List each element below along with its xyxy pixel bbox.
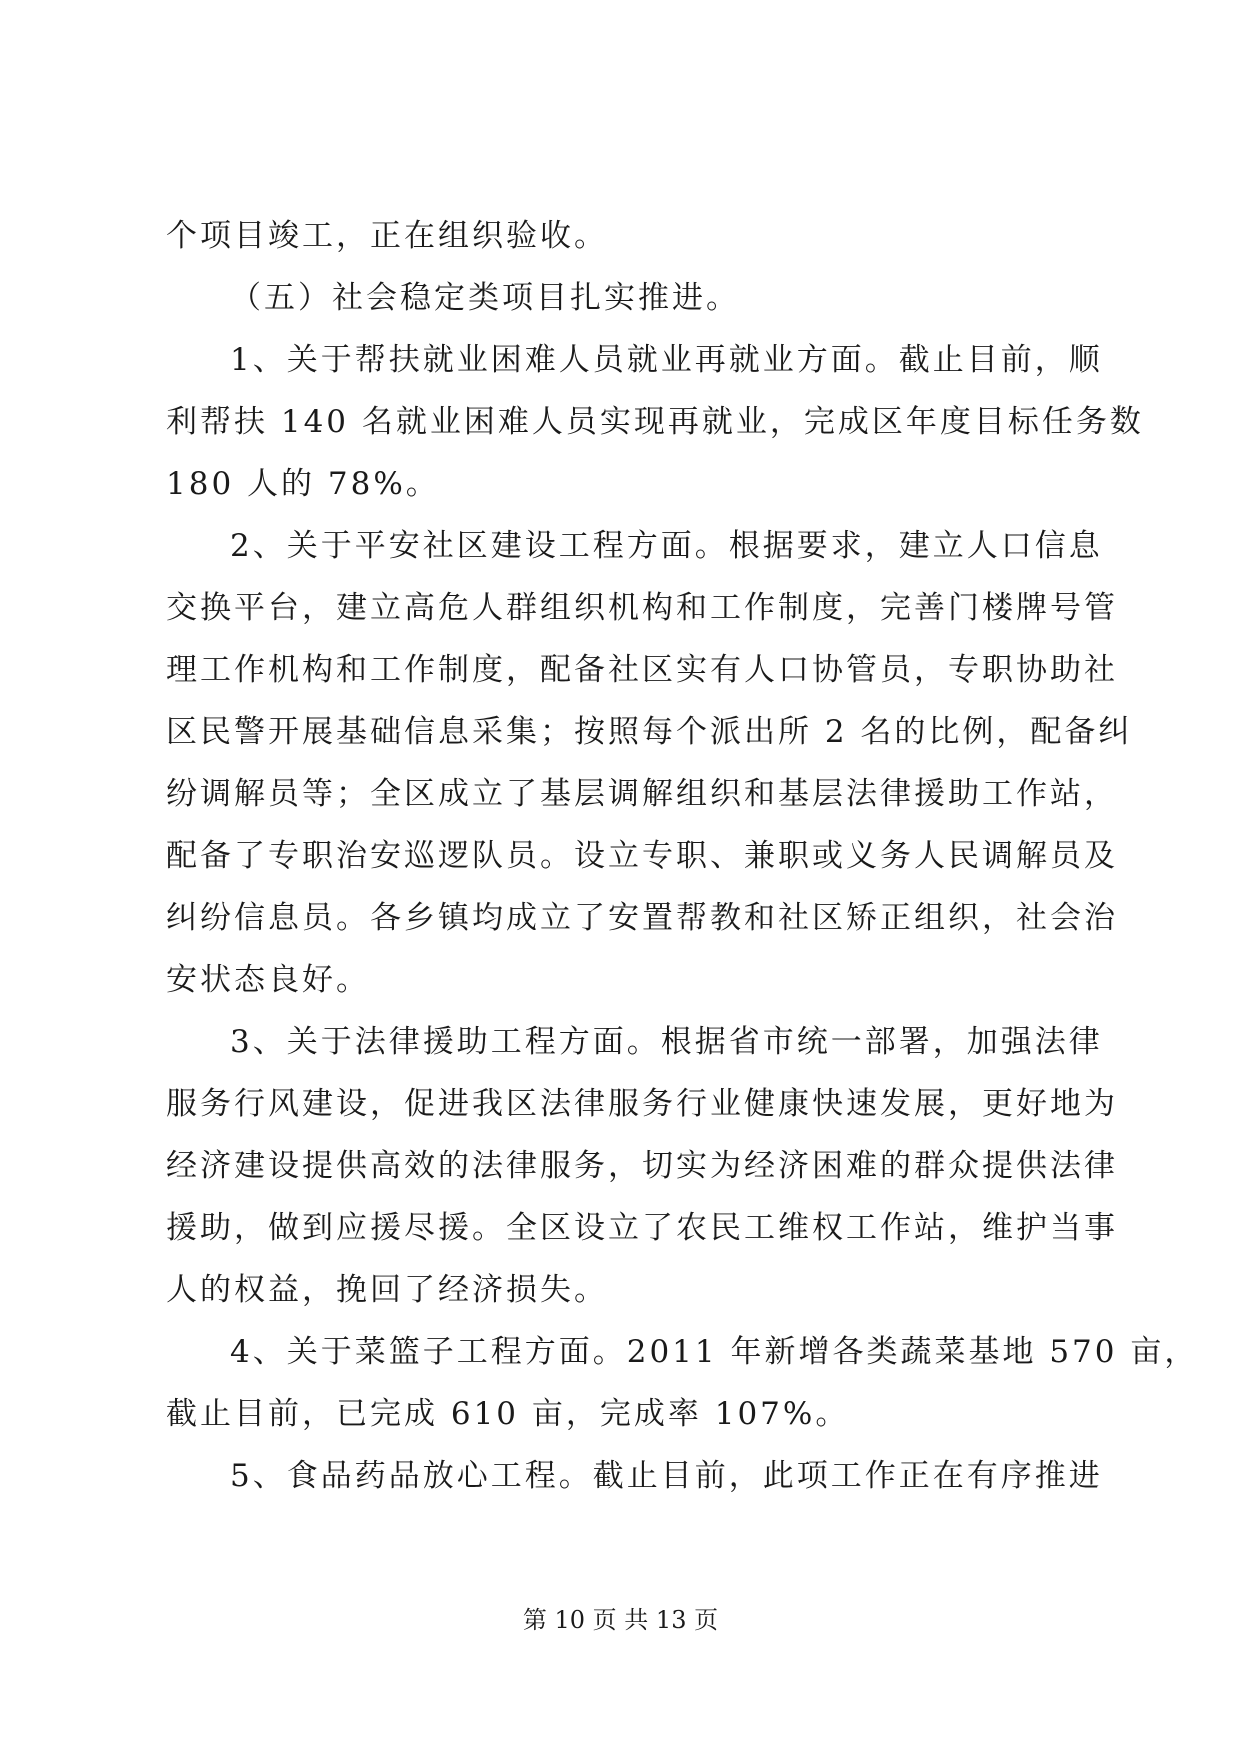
page-number-footer: 第 10 页 共 13 页 <box>522 1606 719 1634</box>
text-line: 2、关于平安社区建设工程方面。根据要求，建立人口信息 <box>230 528 1103 564</box>
text-line: 安状态良好。 <box>166 962 370 998</box>
text-line: 援助，做到应援尽援。全区设立了农民工维权工作站，维护当事 <box>166 1210 1118 1246</box>
text-line: 利帮扶 140 名就业困难人员实现再就业，完成区年度目标任务数 <box>166 404 1144 440</box>
text-line: 个项目竣工，正在组织验收。 <box>166 218 608 254</box>
document-body <box>166 205 1199 1507</box>
section-heading: （五）社会稳定类项目扎实推进。 <box>230 280 740 316</box>
text-line: 交换平台，建立高危人群组织机构和工作制度，完善门楼牌号管 <box>166 590 1118 626</box>
text-line: 纷调解员等；全区成立了基层调解组织和基层法律援助工作站， <box>166 776 1118 812</box>
text-line: 服务行风建设，促进我区法律服务行业健康快速发展，更好地为 <box>166 1086 1118 1122</box>
text-line: 1、关于帮扶就业困难人员就业再就业方面。截止目前，顺 <box>230 342 1103 378</box>
text-line: 3、关于法律援助工程方面。根据省市统一部署，加强法律 <box>230 1024 1103 1060</box>
text-line: 理工作机构和工作制度，配备社区实有人口协管员，专职协助社 <box>166 652 1118 688</box>
text-line: 纠纷信息员。各乡镇均成立了安置帮教和社区矫正组织，社会治 <box>166 900 1118 936</box>
text-line: 5、食品药品放心工程。截止目前，此项工作正在有序推进 <box>230 1458 1103 1494</box>
text-line: 经济建设提供高效的法律服务，切实为经济困难的群众提供法律 <box>166 1148 1118 1184</box>
text-line: 人的权益，挽回了经济损失。 <box>166 1272 608 1308</box>
text-line: 4、关于菜篮子工程方面。2011 年新增各类蔬菜基地 570 亩， <box>230 1334 1199 1370</box>
text-line: 截止目前，已完成 610 亩，完成率 107%。 <box>166 1396 850 1432</box>
text-line: 区民警开展基础信息采集；按照每个派出所 2 名的比例，配备纠 <box>166 714 1133 750</box>
text-line: 配备了专职治安巡逻队员。设立专职、兼职或义务人民调解员及 <box>166 838 1118 874</box>
text-line: 180 人的 78%。 <box>166 466 440 502</box>
